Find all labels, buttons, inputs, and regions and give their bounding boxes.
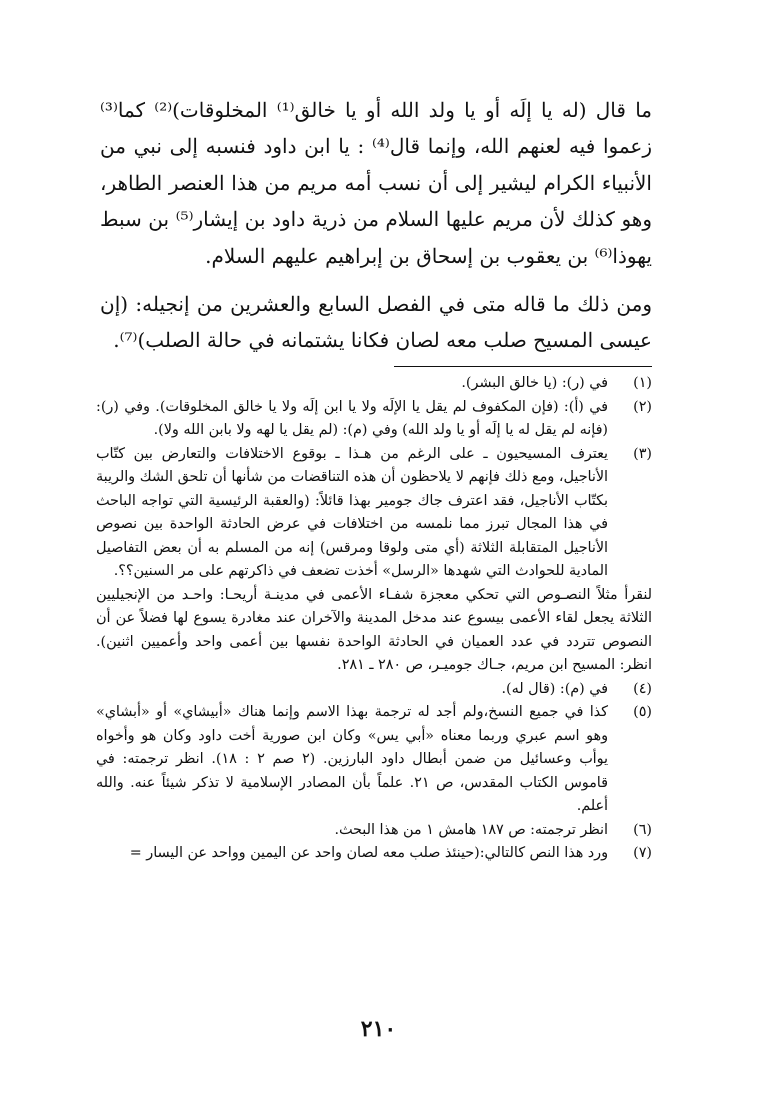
footnote-text: في (أ): (فإن المكفوف لم يقل يا الإلَه ولا يا ابن إلَه ولا يا خالق المخلوقات). وفي (ر): (فإنه لم يقل له يا إلَه أو يا ولد الله) وفي (م): (لم يقل يا لهه ولا بابن الله ولا). — [96, 398, 608, 438]
footnote-number: (٦) — [633, 821, 652, 838]
footnote-text: في (م): (قال له). — [501, 680, 608, 697]
footnote-divider — [394, 366, 652, 367]
footnote-text: يعترف المسيحيون ـ على الرغم من هـذا ـ بوقوع الاختلافات والتعارض بين كتّاب الأناجيل، ومع ذلك فإنهم لا يلاحظون أن هذه التناقضات من شأنها أن تلحق الشك والريبة بكتّاب الأناجيل، فقد اعترف جاك جومير بهذا قائلاً: (والعقبة الرئيسية التي تواجه الباحث في هذا المجال تبرز مما نلمسه من اختلافات في عرض الحادثة الواحدة بين نصوص الأناجيل المتقابلة الثلاثة (أي متى ولوقا ومرقس) إنه من المسلم به أن بعض التفاصيل المادية للحوادث التي شهدها «الرسل» أخذت تضعف في ذاكرتهم على مر السنين؟؟. — [96, 445, 608, 579]
page-number: ٢١٠ — [360, 1016, 397, 1042]
footnote-number: (٢) — [633, 398, 652, 415]
footnote-2 — [96, 396, 652, 443]
footnote-number: (٤) — [633, 680, 652, 697]
main-paragraph-1: ما قال (له يا إلَه أو يا ولد الله أو يا خالق⁽¹⁾ المخلوقات)⁽²⁾ كما⁽³⁾ زعموا فيه لعنهم الله، وإنما قال⁽⁴⁾ : يا ابن داود فنسبه إلى نبي من الأنبياء الكرام ليشير إلى أن نسب أمه مريم من هذا العنصر الطاهر، وهو كذلك لأن مريم عليها السلام من ذرية داود بن إيشار⁽⁵⁾ بن سبط يهوذا⁽⁶⁾ بن يعقوب بن إسحاق بن إبراهيم عليهم السلام. — [100, 98, 652, 268]
footnote-number: (٥) — [633, 704, 652, 720]
footnote-number: (٧) — [633, 845, 652, 861]
main-paragraph-2: ومن ذلك ما قاله متى في الفصل السابع والعشرين من إنجيله: (إن عيسى المسيح صلب معه لصان فكانا يشتمانه في حالة الصلب)⁽⁷⁾. — [100, 292, 652, 353]
footnote-3-continuation: لنقرأ مثلاً النصـوص التي تحكي معجزة شفـاء الأعمى في مدينـة أريحـا: واحـد من الإنجيليين الثلاثة يجعل لقاء الأعمى بيسوع عند مدخل المدينة والآخران عند مغادرة يسوع لها فضلاً عن أن النصوص تتردد في عدد العميان في الحادثة الواحدة نفسها بين أعمى واحد وأعميين اثنين). انظر: المسيح ابن مريم، جـاك جوميـر، ص ٢٨٠ ـ ٢٨١. — [96, 586, 652, 673]
footnote-number: (١) — [633, 375, 652, 391]
footnotes — [96, 372, 652, 866]
main-text — [100, 92, 652, 359]
footnote-3 — [96, 443, 652, 584]
footnote-text: انظر ترجمته: ص ١٨٧ هامش ١ من هذا البحث. — [334, 821, 608, 838]
footnote-7 — [96, 842, 652, 866]
footnote-text: ورد هذا النص كالتالي:(حينئذ صلب معه لصان واحد عن اليمين وواحد عن اليسار = — [129, 845, 608, 861]
footnote-5 — [96, 701, 652, 819]
footnote-text: في (ر): (يا خالق البشر). — [461, 375, 608, 391]
footnote-4 — [96, 678, 652, 702]
footnote-6 — [96, 819, 652, 843]
footnote-number: (٣) — [633, 445, 652, 462]
footnote-1 — [96, 372, 652, 396]
footnote-text: كذا في جميع النسخ،ولم أجد له ترجمة بهذا الاسم وإنما هناك «أبيشاي» أو «أبشاي» وهو اسم عبري وربما معناه «أبي يس» وكان ابن صورية أخت داود وكان هو وأخواه يوأب وعسائيل من ضمن أبطال داود البارزين. (٢ صم ٢ : ١٨). انظر ترجمته: في قاموس الكتاب المقدس، ص ٢١. علماً بأن المصادر الإسلامية لا تذكر شيئاً عنه. والله أعلم. — [96, 704, 608, 814]
